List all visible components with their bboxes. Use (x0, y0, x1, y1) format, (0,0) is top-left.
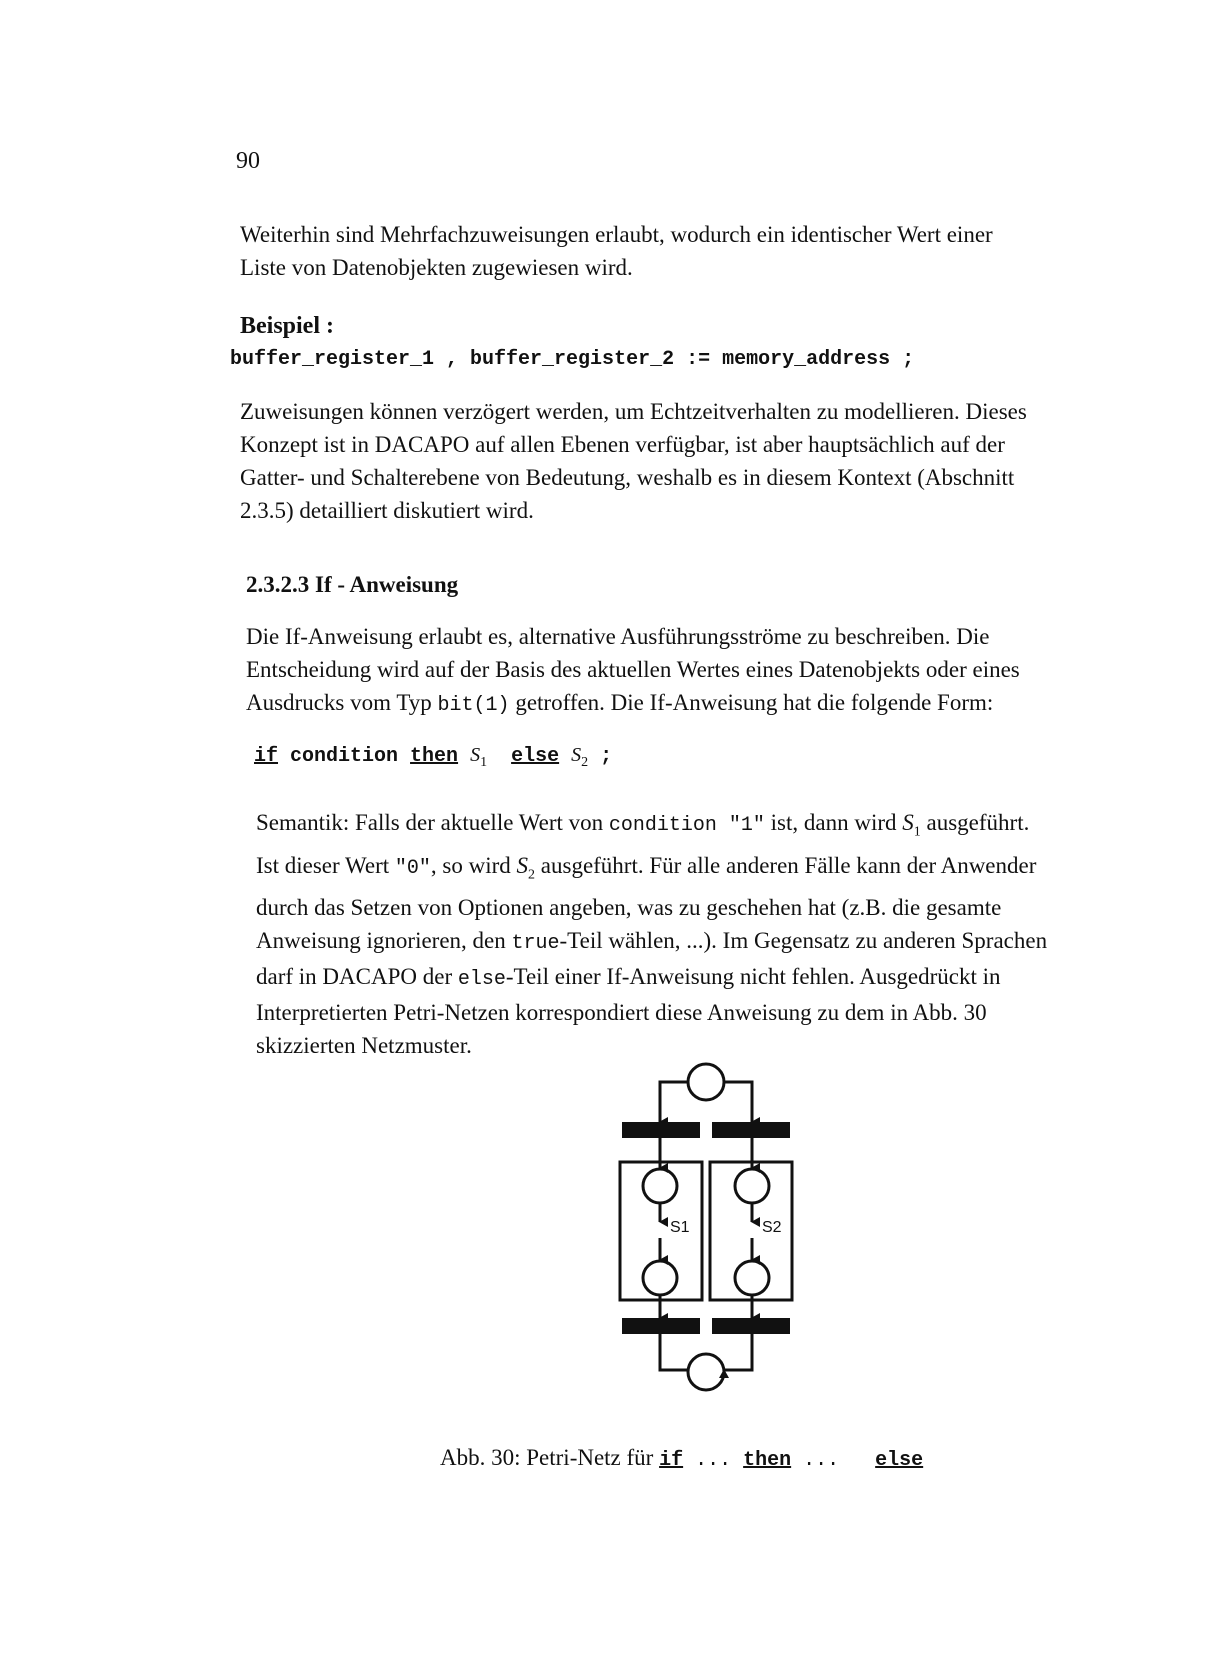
symbol-s1: S (902, 810, 914, 835)
caption-text: Abb. 30: Petri-Netz für (440, 1445, 660, 1470)
symbol-s2: S (571, 744, 582, 766)
label-s1: S1 (670, 1219, 690, 1236)
place-s1-exit (643, 1261, 677, 1295)
arc-bottom-left (660, 1334, 688, 1370)
section-heading: 2.3.2.3 If - Anweisung (246, 572, 459, 597)
text-line: Weiterhin sind Mehrfachzuweisungen erlaubt, wodurch ein identischer Wert einer (240, 222, 993, 247)
text-line: 2.3.5) detailliert diskutiert wird. (240, 498, 534, 523)
petri-net-diagram (600, 1050, 820, 1410)
symbol-s1-sub: 1 (480, 755, 488, 770)
text-line (256, 960, 1156, 996)
arc-top-right (724, 1082, 752, 1122)
inline-code: true (511, 932, 560, 956)
text-segment: ausgeführt. (920, 810, 1030, 835)
caption-keyword-then: then (743, 1449, 792, 1472)
text-segment: Ausdrucks vom Typ (246, 690, 438, 715)
text-line (256, 849, 1156, 892)
symbol-s1: S (470, 744, 481, 766)
symbol-s1-sub: 1 (913, 824, 921, 840)
caption-keyword-else: else (875, 1449, 924, 1472)
text-segment: -Teil wählen, ...). Im Gegensatz zu anderen Sprachen (559, 928, 1048, 954)
text-line: durch das Setzen von Optionen angeben, was zu geschehen hat (z.B. die gesamte (256, 895, 1002, 921)
text-line (246, 686, 1146, 722)
caption-dots: ... (683, 1449, 744, 1472)
figure-caption (440, 1445, 923, 1472)
keyword-else: else (511, 745, 560, 768)
inline-code: else (457, 968, 506, 992)
text-line: Zuweisungen können verzögert werden, um Echtzeitverhalten zu modellieren. Dieses (240, 399, 1027, 424)
text-line: Interpretierten Petri-Netzen korrespondiert diese Anweisung zu dem in Abb. 30 (256, 1000, 987, 1026)
caption-keyword-if: if (659, 1449, 684, 1472)
paragraph-if-statement (246, 620, 1146, 722)
paragraph-semantics (256, 806, 1156, 1062)
text-segment: darf in DACAPO der (256, 964, 458, 990)
text-line: skizzierten Netzmuster. (256, 1033, 472, 1059)
paragraph-delayed-assignment (240, 395, 1140, 527)
inline-code: bit(1) (437, 694, 510, 717)
example-code: buffer_register_1 , buffer_register_2 := memory_address ; (230, 348, 915, 371)
text-segment: getroffen. Die If-Anweisung hat die folgende Form: (509, 690, 994, 715)
text-segment: -Teil einer If-Anweisung nicht fehlen. Ausgedrückt in (505, 964, 1001, 990)
symbol-s2-sub: 2 (528, 867, 536, 883)
syntax-condition: condition (278, 745, 411, 768)
if-syntax (254, 744, 612, 771)
transition-bottom-right (712, 1318, 790, 1334)
text-line: Entscheidung wird auf der Basis des aktuellen Wertes eines Datenobjekts oder eines (246, 657, 1020, 682)
text-line: Konzept ist in DACAPO auf allen Ebenen verfügbar, ist aber hauptsächlich auf der (240, 432, 1005, 457)
page-number: 90 (236, 148, 260, 174)
subnet-box-s1 (620, 1162, 702, 1300)
keyword-then: then (410, 745, 459, 768)
text-line (256, 924, 1156, 960)
text-line (256, 806, 1156, 849)
place-s2-exit (735, 1261, 769, 1295)
text-segment: ist, dann wird (764, 810, 903, 835)
text-segment: Anweisung ignorieren, den (256, 928, 512, 954)
example-label: Beispiel : (240, 313, 334, 339)
text-segment: , so wird (430, 852, 517, 878)
symbol-s2: S (516, 852, 529, 878)
label-s2: S2 (762, 1219, 782, 1236)
text-segment: Semantik: Falls der aktuelle Wert von (256, 810, 609, 835)
paragraph-multiple-assignment (240, 218, 1140, 284)
symbol-s2-sub: 2 (581, 755, 589, 770)
transition-bottom-left (622, 1318, 700, 1334)
text-segment: Ist dieser Wert (256, 852, 395, 878)
inline-code: "0" (394, 856, 431, 880)
syntax-end: ; (588, 745, 613, 768)
place-start (688, 1064, 724, 1100)
place-s1-entry (643, 1169, 677, 1203)
text-line: Gatter- und Schalterebene von Bedeutung, weshalb es in diesem Kontext (Abschnitt (240, 465, 1015, 490)
caption-dots: ... (791, 1449, 876, 1472)
transition-top-left (622, 1122, 700, 1138)
arc-bottom-right (724, 1334, 752, 1370)
place-end (688, 1354, 724, 1390)
text-segment: ausgeführt. Für alle anderen Fälle kann der Anwender (535, 852, 1037, 878)
text-line: Liste von Datenobjekten zugewiesen wird. (240, 255, 633, 280)
arc-top-left (660, 1082, 688, 1122)
place-s2-entry (735, 1169, 769, 1203)
transition-top-right (712, 1122, 790, 1138)
inline-code: condition "1" (608, 814, 765, 837)
keyword-if: if (254, 745, 279, 768)
text-line: Die If-Anweisung erlaubt es, alternative Ausführungsströme zu beschreiben. Die (246, 624, 990, 649)
